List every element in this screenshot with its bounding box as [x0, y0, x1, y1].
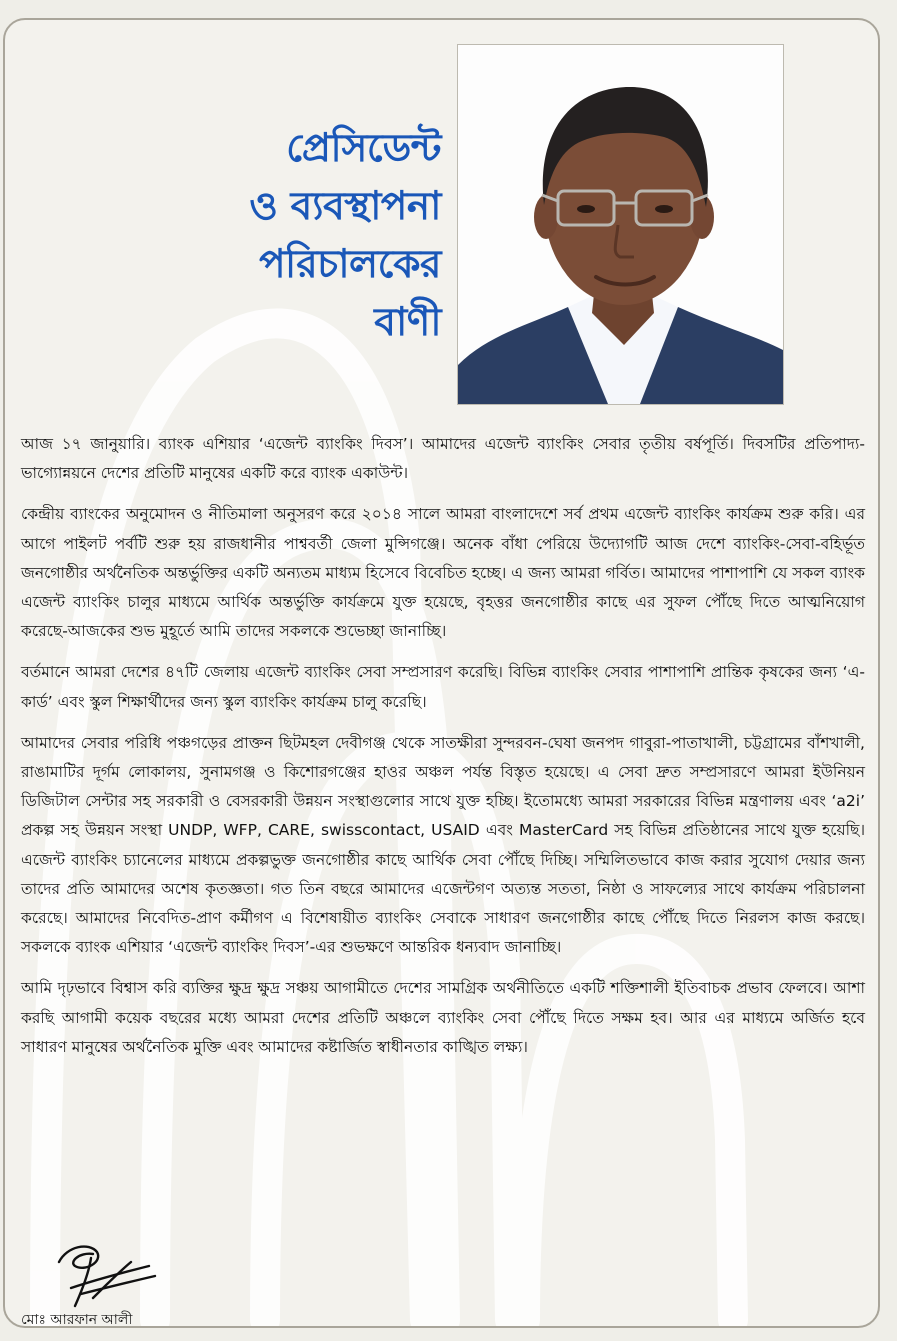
signatory-name: মোঃ আরফান আলী: [21, 1312, 133, 1328]
title-line-2: ও ব্যবস্থাপনা: [249, 184, 441, 229]
page-title: [213, 120, 441, 352]
president-portrait: [457, 44, 784, 405]
paragraph-1: আজ ১৭ জানুয়ারি। ব্যাংক এশিয়ার ‘এজেন্ট ব্যাংকিং দিবস’। আমাদের এজেন্ট ব্যাংকিং সেবার তৃতীয় বর্ষপূর্তি। দিবসটির প্রতিপাদ্য- ভাগ্যোন্নয়নে দেশের প্রতিটি মানুষের একটি করে ব্যাংক একাউন্ট।: [21, 435, 865, 483]
message-body: [21, 430, 865, 1074]
portrait-photo-icon: [458, 45, 783, 404]
paragraph-4: আমাদের সেবার পরিধি পঞ্চগড়ের প্রাক্তন ছিটমহল দেবীগঞ্জ থেকে সাতক্ষীরা সুন্দরবন-ঘেষা জনপদ গাবুরা-পাতাখালী, চট্টগ্রামের বাঁশখালী, রাঙামাটির দূর্গম লোকালয়, সুনামগঞ্জ ও কিশোরগঞ্জের হাওর অঞ্চল পর্যন্ত বিস্তৃত হয়েছে। এ সেবা দ্রুত সম্প্রসারণে আমরা ইউনিয়ন ডিজিটাল সেন্টার সহ সরকারী ও বেসরকারী উন্নয়ন সংস্থাগুলোর সাথে যুক্ত হচ্ছি। ইতোমধ্যে আমরা সরকারের বিভিন্ন মন্ত্রণালয় এবং ‘a2i’ প্রকল্প সহ উন্নয়ন সংস্থা UNDP, WFP, CARE, swisscontact, USAID এবং MasterCard সহ বিভিন্ন প্রতিষ্ঠানের সাথে যুক্ত হয়েছি। এজেন্ট ব্যাংকিং চ্যানেলের মাধ্যমে প্রকল্পভুক্ত জনগোষ্ঠীর কাছে আর্থিক সেবা পৌঁছে দিচ্ছি। সম্মিলিতভাবে কাজ করার সুযোগ দেয়ার জন্য তাদের প্রতি আমাদের অশেষ কৃতজ্ঞতা। গত তিন বছরে আমাদের এজেন্টগণ অত্যন্ত সততা, নিষ্ঠা ও সাফল্যের সাথে কার্যক্রম পরিচালনা করেছে। আমাদের নিবেদিত-প্রাণ কর্মীগণ এ বিশেষায়ীত ব্যাংকিং সেবাকে সাধারণ জনগোষ্ঠীর কাছে পৌঁছে দিতে নিরলস কাজ করছে। সকলকে ব্যাংক এশিয়ার ‘এজেন্ট ব্যাংকিং দিবস’-এর শুভক্ষণে আন্তরিক ধন্যবাদ জানাচ্ছি।: [21, 733, 865, 957]
paragraph-2: কেন্দ্রীয় ব্যাংকের অনুমোদন ও নীতিমালা অনুসরণ করে ২০১৪ সালে আমরা বাংলাদেশে সর্ব প্রথম এজেন্ট ব্যাংকিং কার্যক্রম শুরু করি। এর আগে পাইলট পর্বটি শুরু হয় রাজধানীর পাশ্ববর্তী জেলা মুন্সিগঞ্জে। অনেক বাঁধা পেরিয়ে উদ্যোগটি আজ দেশে ব্যাংকিং-সেবা-বহির্ভূত জনগোষ্ঠীর অর্থনৈতিক অন্তর্ভুক্তির একটি অন্যতম মাধ্যম হিসেবে বিবেচিত হচ্ছে। এ জন্য আমরা গর্বিত। আমাদের পাশাপাশি যে সকল ব্যাংক এজেন্ট ব্যাংকিং চালুর মাধ্যমে আর্থিক অন্তর্ভুক্তি কার্যক্রমে যুক্ত হয়েছে, বৃহত্তর জনগোষ্ঠীর কাছে এর সুফল পৌঁছে দিতে আত্মনিয়োগ করেছে-আজকের শুভ মুহূর্তে আমি তাদের সকলকে শুভেচ্ছা জানাচ্ছি।: [21, 505, 865, 641]
handwritten-signature-icon: [45, 1232, 165, 1314]
title-line-4: বাণী: [374, 300, 441, 345]
paragraph-3: বর্তমানে আমরা দেশের ৪৭টি জেলায় এজেন্ট ব্যাংকিং সেবা সম্প্রসারণ করেছি। বিভিন্ন ব্যাংকিং সেবার পাশাপাশি প্রান্তিক কৃষকের জন্য ‘এ-কার্ড’ এবং স্কুল শিক্ষার্থীদের জন্য স্কুল ব্যাংকিং কার্যক্রম চালু করেছি।: [21, 663, 865, 711]
message-card: [3, 18, 880, 1328]
paragraph-5: আমি দৃঢ়ভাবে বিশ্বাস করি ব্যক্তির ক্ষুদ্র ক্ষুদ্র সঞ্চয় আগামীতে দেশের সামগ্রিক অর্থনীতিতে একটি শক্তিশালী ইতিবাচক প্রভাব ফেলবে। আশা করছি আগামী কয়েক বছরের মধ্যে আমরা দেশের প্রতিটি অঞ্চলে ব্যাংকিং সেবা পৌঁছে দিতে সক্ষম হব। আর এর মাধ্যমে অর্জিত হবে সাধারণ মানুষের অর্থনৈতিক মুক্তি এবং আমাদের কষ্টার্জিত স্বাধীনতার কাঙ্খিত লক্ষ্য।: [21, 979, 865, 1056]
title-line-3: পরিচালকের: [259, 242, 441, 287]
title-line-1: প্রেসিডেন্ট: [286, 126, 441, 171]
